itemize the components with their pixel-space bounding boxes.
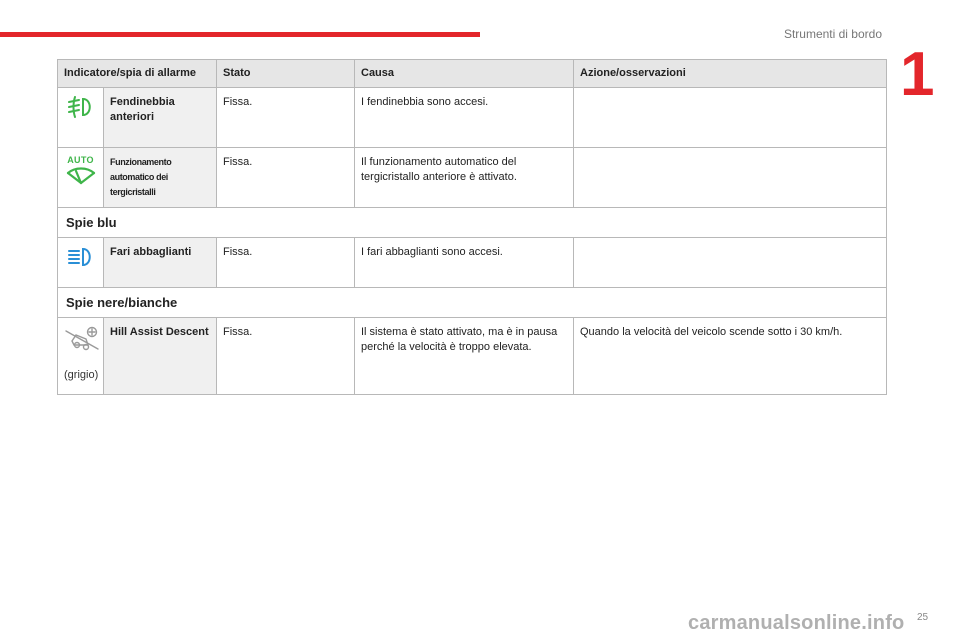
icon-cell bbox=[58, 238, 104, 288]
indicator-name: Hill Assist Descent bbox=[104, 318, 217, 395]
auto-wiper-icon bbox=[65, 165, 97, 187]
page-number: 25 bbox=[917, 612, 929, 623]
icon-cell bbox=[58, 318, 104, 395]
group-heading-row bbox=[58, 288, 887, 318]
column-header-indicator: Indicatore/spia di allarme bbox=[58, 60, 217, 88]
warning-lights-table bbox=[57, 59, 887, 395]
cause-cell: I fari abbaglianti sono accesi. bbox=[355, 238, 574, 288]
state-cell: Fissa. bbox=[217, 238, 355, 288]
auto-label: AUTO bbox=[67, 155, 94, 165]
icon-color-note: (grigio) bbox=[64, 369, 99, 381]
chapter-number: 1 bbox=[900, 40, 935, 109]
watermark: carmanualsonline.info bbox=[688, 612, 905, 634]
column-header-action: Azione/osservazioni bbox=[574, 60, 887, 88]
cause-cell: Il sistema è stato attivato, ma è in pausa perché la velocità è troppo elevata. bbox=[355, 318, 574, 395]
action-cell bbox=[574, 88, 887, 148]
column-header-cause: Causa bbox=[355, 60, 574, 88]
state-cell: Fissa. bbox=[217, 88, 355, 148]
table-row bbox=[58, 318, 887, 395]
action-cell bbox=[574, 238, 887, 288]
front-fog-lamp-icon bbox=[66, 95, 96, 119]
high-beam-icon bbox=[66, 245, 96, 269]
icon-cell bbox=[58, 88, 104, 148]
table-row bbox=[58, 148, 887, 208]
table-row bbox=[58, 88, 887, 148]
state-cell: Fissa. bbox=[217, 318, 355, 395]
indicator-name: Fendinebbia anteriori bbox=[104, 88, 217, 148]
action-cell bbox=[574, 148, 887, 208]
table-header-row bbox=[58, 60, 887, 88]
header-accent-bar bbox=[0, 32, 480, 37]
cause-cell: I fendinebbia sono accesi. bbox=[355, 88, 574, 148]
icon-cell bbox=[58, 148, 104, 208]
action-cell: Quando la velocità del veicolo scende sotto i 30 km/h. bbox=[574, 318, 887, 395]
cause-cell: Il funzionamento automatico del tergicristallo anteriore è attivato. bbox=[355, 148, 574, 208]
group-heading-black-white: Spie nere/bianche bbox=[58, 288, 887, 318]
group-heading-row bbox=[58, 208, 887, 238]
table-row bbox=[58, 238, 887, 288]
indicator-name: Funzionamento automatico dei tergicristalli bbox=[104, 148, 217, 208]
state-cell: Fissa. bbox=[217, 148, 355, 208]
section-title: Strumenti di bordo bbox=[783, 27, 882, 41]
hill-assist-descent-icon bbox=[64, 325, 100, 353]
column-header-state: Stato bbox=[217, 60, 355, 88]
group-heading-blue: Spie blu bbox=[58, 208, 887, 238]
indicator-name: Fari abbaglianti bbox=[104, 238, 217, 288]
